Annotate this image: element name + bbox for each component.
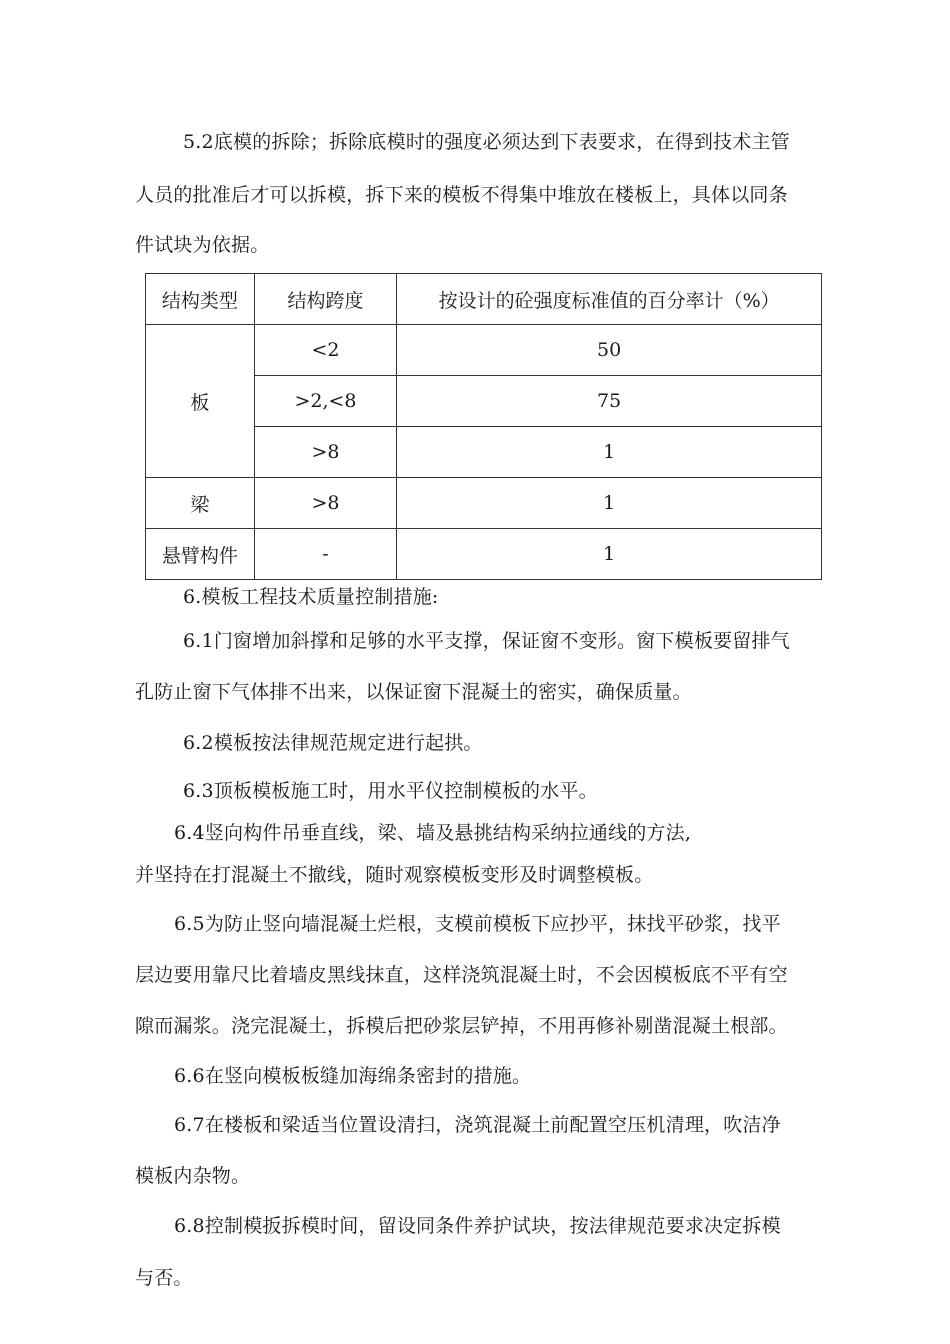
cell-span: >8 [254, 478, 397, 529]
para-6-5-line-2: 层边要用靠尺比着墙皮黑线抹直，这样浇筑混凝土时，不会因模板底不平有空 [135, 964, 788, 986]
cell-value: 50 [397, 325, 822, 376]
cell-value: 1 [397, 478, 822, 529]
para-6-4-line-1: 6.4竖向构件吊垂直线，梁、墙及悬挑结构采纳拉通线的方法, [174, 822, 692, 844]
para-6-2: 6.2模板按法律规范规定进行起拱。 [183, 732, 483, 754]
para-6-4-line-2: 并坚持在打混凝土不撤线，随时观察模板变形及时调整模板。 [135, 864, 654, 886]
table-row [146, 325, 822, 376]
header-structure-span: 结构跨度 [254, 274, 397, 325]
para-6-5-line-1: 6.5为防止竖向墙混凝土烂根，支模前模板下应抄平，抹找平砂浆，找平 [174, 913, 781, 935]
section-6-title: 6.模板工程技术质量控制措施: [183, 586, 439, 608]
cell-span: - [254, 529, 397, 580]
table-row [146, 529, 822, 580]
para-6-8-line-1: 6.8控制模扳拆模时间，留设同条件养护试块，按法律规范要求决定拆模 [174, 1215, 781, 1237]
cell-type-slab: 板 [146, 325, 255, 478]
cell-value: 1 [397, 529, 822, 580]
header-structure-type: 结构类型 [146, 274, 255, 325]
intro-line-3: 件试块为依据。 [135, 234, 270, 256]
para-6-6: 6.6在竖向模板板缝加海绵条密封的措施。 [174, 1065, 532, 1087]
para-6-5-line-3: 隙而漏浆。浇完混凝土，拆模后把砂浆层铲掉，不用再修补剔凿混凝土根部。 [135, 1015, 788, 1037]
demolition-strength-table [145, 273, 822, 580]
cell-span: >8 [254, 427, 397, 478]
para-6-8-line-2: 与否。 [135, 1267, 193, 1289]
cell-type-cantilever: 悬臂构件 [146, 529, 255, 580]
cell-value: 75 [397, 376, 822, 427]
intro-line-2: 人员的批准后才可以拆模，拆下来的模板不得集中堆放在楼板上，具体以同条 [135, 184, 788, 206]
para-6-3: 6.3顶板模板施工时，用水平仪控制模板的水平。 [183, 780, 598, 802]
para-6-1-line-1: 6.1门窗增加斜撑和足够的水平支撑，保证窗不变形。窗下模板要留排气 [183, 630, 790, 652]
cell-type-beam: 梁 [146, 478, 255, 529]
para-6-7-line-2: 模板内杂物。 [135, 1165, 251, 1187]
para-6-1-line-2: 孔防止窗下气体排不出来，以保证窗下混凝土的密实，确保质量。 [135, 681, 692, 703]
header-strength-percent: 按设计的砼强度标准值的百分率计（%） [397, 274, 822, 325]
cell-span: >2,<8 [254, 376, 397, 427]
cell-span: <2 [254, 325, 397, 376]
para-6-7-line-1: 6.7在楼板和梁适当位置设清扫，浇筑混凝土前配置空压机清理，吹洁净 [174, 1114, 781, 1136]
table-header-row [146, 274, 822, 325]
cell-value: 1 [397, 427, 822, 478]
intro-line-1: 5.2底模的拆除；拆除底模时的强度必须达到下表要求，在得到技术主管 [183, 131, 790, 153]
table-row [146, 478, 822, 529]
